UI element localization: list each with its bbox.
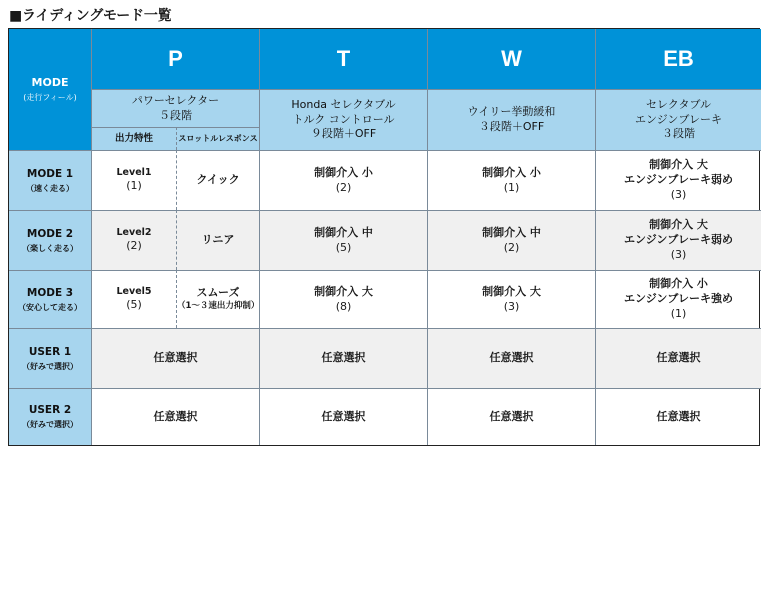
w-mode1: [427, 150, 595, 210]
page-title: ■ライディングモード一覧: [9, 8, 172, 24]
throttle-response-label: スロットルレスポンス: [178, 133, 258, 143]
p-output-mode3: [91, 270, 176, 328]
p-output-mode1: [91, 150, 176, 210]
eb-mode2: [595, 210, 761, 270]
desc-line: エンジンブレーキ: [634, 112, 722, 126]
p-level: Level1: [116, 166, 152, 178]
w-mode3: [427, 270, 595, 328]
row-header-mode1: [9, 150, 91, 210]
column-header-w: [427, 29, 595, 89]
row-feel-label: （楽しく走る）: [22, 243, 78, 253]
eb-mode3: [595, 270, 761, 328]
row-mode-label: MODE 3: [26, 286, 74, 299]
w-user1: [427, 328, 595, 388]
row-header-user2: [9, 388, 91, 445]
row-header-mode3: [9, 270, 91, 328]
row-header-user1: [9, 328, 91, 388]
p-response: クイック: [196, 173, 240, 187]
control-intervention: 制御介入 大: [649, 158, 708, 172]
eb-user1: [595, 328, 761, 388]
desc-line: ３段階＋OFF: [478, 120, 545, 133]
control-intervention: 制御介入 小: [482, 165, 541, 179]
w-user2: [427, 388, 595, 445]
column-letter-eb: EB: [663, 46, 694, 72]
control-intervention: 制御介入 小: [649, 277, 708, 291]
eb-user2: [595, 388, 761, 445]
p-level-number: (2): [126, 239, 142, 253]
user-selectable: 任意選択: [321, 351, 366, 365]
control-intervention: 制御介入 大: [649, 218, 708, 232]
control-intervention: 制御介入 中: [482, 225, 541, 239]
control-intervention: 制御介入 大: [314, 284, 373, 298]
t-mode3: [259, 270, 427, 328]
p-output-mode2: [91, 210, 176, 270]
level-number: (1): [503, 180, 520, 194]
row-feel-label: （速く走る）: [26, 183, 74, 193]
row-feel-label: （好みで選択）: [22, 420, 78, 430]
column-letter-p: P: [168, 46, 183, 72]
user-selectable: 任意選択: [321, 409, 366, 423]
p-response-mode1: [176, 150, 259, 210]
column-letter-t: T: [336, 46, 351, 72]
desc-line: ウイリー挙動緩和: [467, 105, 556, 119]
user-selectable: 任意選択: [489, 409, 534, 423]
p-response-note: （1～３速出力抑制）: [177, 301, 260, 312]
level-number: (2): [503, 240, 520, 254]
level-number: (3): [670, 247, 687, 261]
level-number: (2): [335, 180, 352, 194]
p-user2: [91, 388, 259, 445]
p-response-mode2: [176, 210, 259, 270]
engine-brake-strength: エンジンブレーキ弱め: [623, 173, 733, 187]
p-level: Level2: [116, 226, 152, 238]
column-desc-w: [427, 89, 595, 150]
engine-brake-strength: エンジンブレーキ弱め: [623, 233, 733, 247]
control-intervention: 制御介入 小: [314, 165, 373, 179]
row-mode-label: USER 2: [28, 404, 72, 417]
eb-mode1: [595, 150, 761, 210]
row-mode-label: MODE 1: [26, 167, 74, 180]
control-intervention: 制御介入 中: [314, 225, 373, 239]
mode-header-sub: (走行フィール): [23, 92, 77, 102]
column-desc-eb: [595, 89, 761, 150]
column-letter-w: W: [501, 46, 522, 72]
p-response: スムーズ: [196, 286, 240, 300]
p-response: リニア: [201, 233, 235, 247]
level-number: (3): [670, 187, 687, 201]
desc-line: ９段階＋OFF: [310, 127, 377, 141]
user-selectable: 任意選択: [656, 351, 701, 365]
row-mode-label: MODE 2: [26, 227, 74, 240]
column-header-t: [259, 29, 427, 89]
user-selectable: 任意選択: [153, 409, 198, 423]
row-mode-label: USER 1: [28, 345, 72, 358]
level-number: (8): [335, 299, 352, 313]
engine-brake-strength: エンジンブレーキ強め: [623, 292, 733, 306]
row-feel-label: （安心して走る）: [18, 302, 82, 312]
mode-header-label: MODE: [31, 75, 69, 89]
desc-line: ５段階: [159, 108, 192, 122]
t-mode1: [259, 150, 427, 210]
column-header-p: [91, 29, 259, 89]
p-level: Level5: [116, 285, 152, 297]
desc-line: トルク コントロール: [292, 112, 395, 126]
row-feel-label: （好みで選択）: [22, 361, 78, 371]
column-desc-t: [259, 89, 427, 150]
level-number: (5): [335, 240, 352, 254]
mode-column-header: [9, 29, 91, 150]
p-level-number: (5): [126, 298, 142, 312]
level-number: (3): [503, 299, 520, 313]
level-number: (1): [670, 306, 687, 320]
column-header-eb: [595, 29, 761, 89]
control-intervention: 制御介入 大: [482, 284, 541, 298]
user-selectable: 任意選択: [153, 351, 198, 365]
p-user1: [91, 328, 259, 388]
p-sub-output: [91, 127, 176, 150]
desc-line: ３段階: [662, 127, 695, 141]
column-desc-p: [91, 89, 259, 127]
desc-line: パワーセレクター: [131, 93, 220, 107]
p-sub-response: [176, 127, 259, 150]
t-mode2: [259, 210, 427, 270]
output-characteristic-label: 出力特性: [114, 132, 153, 144]
user-selectable: 任意選択: [489, 351, 534, 365]
t-user1: [259, 328, 427, 388]
desc-line: セレクタブル: [645, 97, 712, 111]
user-selectable: 任意選択: [656, 409, 701, 423]
p-response-mode3: [176, 270, 259, 328]
row-header-mode2: [9, 210, 91, 270]
desc-line: Honda セレクタブル: [291, 97, 396, 111]
w-mode2: [427, 210, 595, 270]
t-user2: [259, 388, 427, 445]
riding-mode-table: [8, 28, 760, 446]
p-level-number: (1): [126, 179, 142, 193]
